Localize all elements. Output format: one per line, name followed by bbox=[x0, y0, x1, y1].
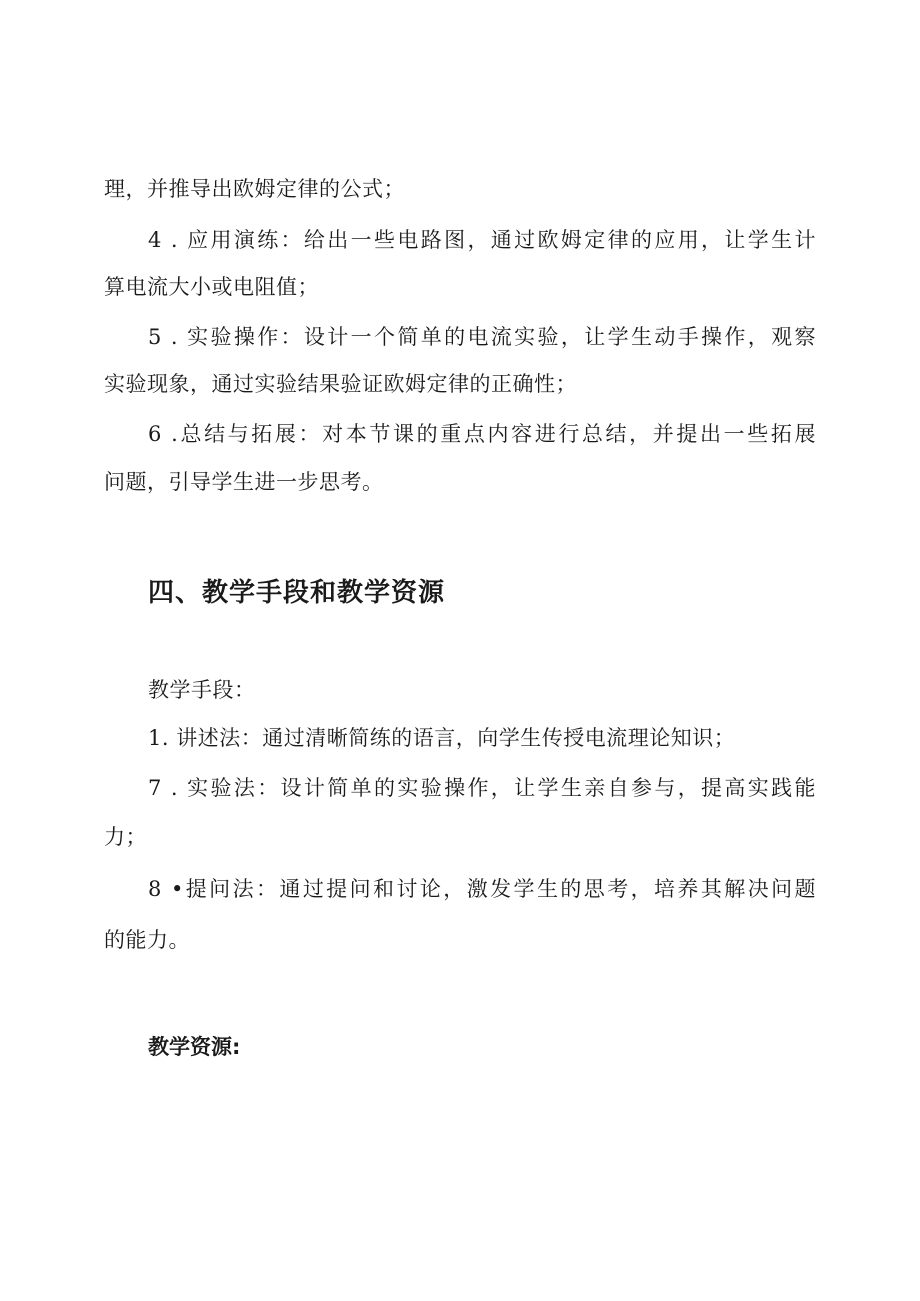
paragraph-5-line-2: 实验现象，通过实验结果验证欧姆定律的正确性； bbox=[104, 372, 577, 396]
section-4-heading: 四、教学手段和教学资源 bbox=[148, 578, 446, 608]
teaching-methods-label: 教学手段： bbox=[148, 678, 256, 702]
paragraph-3-continuation: 理，并推导出欧姆定律的公式； bbox=[104, 177, 405, 201]
method-3-line-1: 8 •提问法：通过提问和讨论，激发学生的思考，培养其解决问题 bbox=[148, 877, 816, 901]
method-1-line-1: 1. 讲述法：通过清晰简练的语言，向学生传授电流理论知识； bbox=[148, 726, 736, 750]
paragraph-5-line-1: 5 . 实验操作：设计一个简单的电流实验，让学生动手操作，观察 bbox=[148, 325, 816, 349]
method-2-line-2: 力； bbox=[104, 825, 147, 849]
paragraph-6-line-2: 问题，引导学生进一步思考。 bbox=[104, 470, 384, 494]
paragraph-6-line-1: 6 .总结与拓展：对本节课的重点内容进行总结，并提出一些拓展 bbox=[148, 422, 816, 446]
teaching-resources-label: 教学资源: bbox=[148, 1035, 241, 1059]
method-3-line-2: 的能力。 bbox=[104, 928, 190, 952]
paragraph-4-line-1: 4 . 应用演练：给出一些电路图，通过欧姆定律的应用，让学生计 bbox=[148, 228, 816, 252]
method-2-line-1: 7 . 实验法：设计简单的实验操作，让学生亲自参与，提高实践能 bbox=[148, 776, 816, 800]
paragraph-4-line-2: 算电流大小或电阻值； bbox=[104, 275, 319, 299]
